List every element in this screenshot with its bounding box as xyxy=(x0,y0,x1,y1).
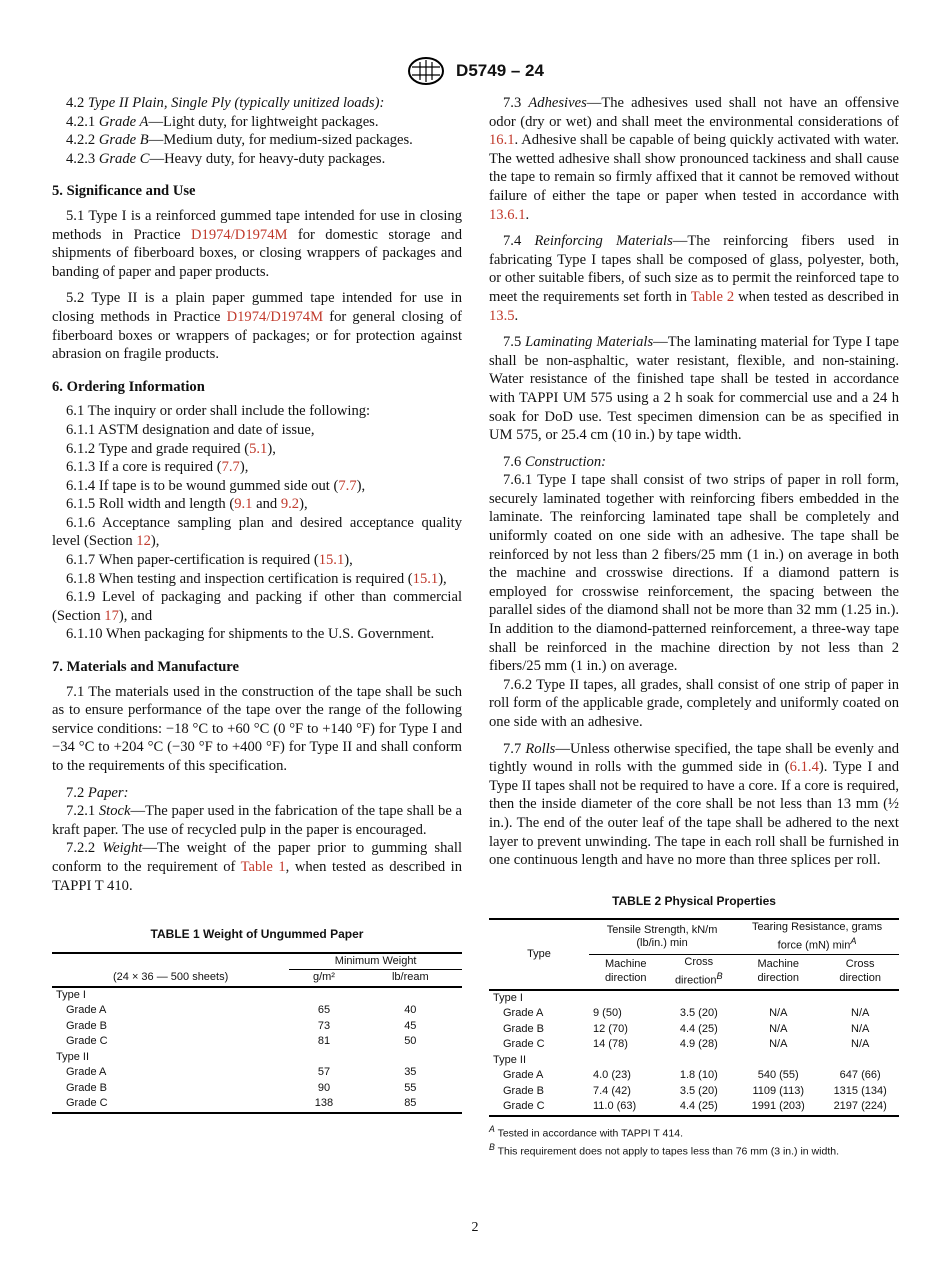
table-cell: N/A xyxy=(851,1038,870,1051)
table-cell: Type II xyxy=(493,1053,527,1066)
table-row xyxy=(52,1096,462,1113)
table-cell: Grade C xyxy=(489,1099,589,1116)
left-column xyxy=(52,94,462,1114)
table-cell: 4.9 (28) xyxy=(679,1038,718,1051)
table-cell: Grade C xyxy=(503,1038,545,1051)
link-7-7[interactable]: 7.7 xyxy=(221,459,240,476)
para-6-1-7: 6.1.7 When paper-certification is required (15.1), xyxy=(66,552,353,569)
para-6-1-8: 6.1.8 When testing and inspection certification is required (15.1), xyxy=(66,570,447,587)
section-4-2-1: 4.2.1 Grade A—Light duty, for lightweight packages. xyxy=(66,113,379,130)
table-1-col-header: lb/ream xyxy=(359,970,462,987)
table-cell: 55 xyxy=(404,1081,417,1094)
table-cell: 1109 (113) xyxy=(752,1084,805,1097)
heading-section-7: 7. Materials and Manufacture xyxy=(52,659,239,676)
section-4-2: 4.2 Type II Plain, Single Ply (typically unitized loads): xyxy=(66,95,385,111)
section-4-2-3: 4.2.3 Grade C—Heavy duty, for heavy-duty packages. xyxy=(66,150,386,167)
para-6-1-2: 6.1.2 Type and grade required (5.1), xyxy=(66,440,276,457)
table-cell: 57 xyxy=(317,1066,331,1079)
link-table-2[interactable]: Table 2 xyxy=(690,288,735,305)
table-cell: Type II xyxy=(56,1050,90,1063)
table-cell: Grade B xyxy=(503,1084,544,1097)
table-2-group-tearing: Tearing Resistance, grams force (mN) $\min^A$ xyxy=(735,919,899,954)
link-13-5[interactable]: 13.5 xyxy=(489,307,515,324)
table-row xyxy=(52,987,462,1004)
table-cell: Grade A xyxy=(503,1007,544,1020)
table-2-body xyxy=(489,990,899,1116)
table-1 xyxy=(52,952,462,1114)
table-cell xyxy=(359,1050,462,1066)
table-2-sub-header: Machine direction xyxy=(735,955,821,990)
para-6-1-4: 6.1.4 If tape is to be wound gummed side out (7.7), xyxy=(66,477,366,494)
link-d1974[interactable]: D1974/D1974M xyxy=(226,308,324,325)
table-cell xyxy=(821,1053,899,1069)
table-2-footnote-a: $^A$ Tested in accordance with TAPPI T 414. xyxy=(489,1123,683,1140)
astm-logo-icon xyxy=(406,56,446,86)
table-row xyxy=(489,1068,899,1084)
table-cell: N/A xyxy=(851,1022,870,1035)
table-cell: 4.4 (25) xyxy=(679,1022,718,1035)
link-table-1[interactable]: Table 1 xyxy=(240,858,286,875)
table-cell: 1991 (203) xyxy=(735,1099,821,1116)
para-6-1: 6.1 The inquiry or order shall include the following: xyxy=(66,403,371,420)
table-1-col-header: g/m² xyxy=(289,970,358,987)
page-number: 2 xyxy=(471,1220,479,1235)
table-cell xyxy=(735,990,821,1007)
table-row xyxy=(489,1084,899,1100)
table-cell: 138 xyxy=(289,1096,358,1113)
link-6-1-4[interactable]: 6.1.4 xyxy=(789,759,819,776)
table-row xyxy=(52,1065,462,1081)
para-7-6-2: 7.6.2 Type II tapes, all grades, shall consist of one strip of paper in roll form of the applicable grade, completely and uniformly coated on one side with an adhesive. xyxy=(489,676,899,730)
table-1-title: TABLE 1 Weight of Ungummed Paper xyxy=(150,927,364,942)
table-2-sub-header: Cross direction xyxy=(821,955,899,990)
table-cell xyxy=(821,990,899,1007)
table-cell: 35 xyxy=(404,1066,417,1079)
link-15-1[interactable]: 15.1 xyxy=(412,570,439,587)
link-13-6-1[interactable]: 13.6.1 xyxy=(489,206,526,223)
heading-section-5: 5. Significance and Use xyxy=(52,183,196,200)
para-7-1: 7.1 The materials used in the construction of the tape shall be such as to ensure performance of the tape over the range of the following service conditions: −18 °C to +60 °C (0 °F to +140 °F) for Type I and −34 °C to +204 °C (−30 °F to +400 °F) for Type II and shall conform to the requirements of this specification. xyxy=(52,683,462,774)
para-6-1-9: 6.1.9 Level of packaging and packing if other than commercial (Section 17), and xyxy=(52,589,462,624)
table-2-col-type: Type xyxy=(489,919,589,989)
para-6-1-5: 6.1.5 Roll width and length (9.1 and 9.2), xyxy=(66,496,308,513)
table-cell xyxy=(289,1050,358,1066)
table-row xyxy=(52,1019,462,1035)
table-cell: Grade A xyxy=(66,1004,107,1017)
table-cell xyxy=(662,990,735,1007)
table-cell: 3.5 (20) xyxy=(679,1084,718,1097)
link-16-1[interactable]: 16.1 xyxy=(489,132,515,149)
table-cell: 65 xyxy=(317,1004,331,1017)
para-6-1-3: 6.1.3 If a core is required (7.7), xyxy=(66,459,249,476)
table-cell: 9 (50) xyxy=(593,1007,622,1020)
table-row xyxy=(489,1006,899,1022)
table-2-sub-header: Machine direction xyxy=(589,955,662,990)
table-cell: 81 xyxy=(317,1035,331,1048)
para-7-3: 7.3 Adhesives—The adhesives used shall not have an offensive odor (dry or wet) and shall meet the environmental considerations of 16.1. Adhesive shall be capable of being quickly activated with water. The wetted adhesive shall show pronounced tackiness and shall cause the tape to remain so firmly affixed that it cannot be removed without failure of either the tape or paper when tested in accordance with 13.6.1. xyxy=(489,95,899,223)
link-9-2[interactable]: 9.2 xyxy=(280,496,300,513)
table-cell: Grade A xyxy=(503,1069,544,1082)
para-7-7: 7.7 Rolls—Unless otherwise specified, the tape shall be evenly and tightly wound in rolls with the gummed side in (6.1.4). Type I and Type II tapes shall not be required to have a core. If a core is required, then the inside diameter of the core shall be not less than 13 mm (½ in.). The end of the outer leaf of the tape shall be adhered to the next layer to prevent unwinding. The tape in each roll shall be furnished in one continuous length and have no more than three splices per roll. xyxy=(489,740,899,869)
table-2-title: TABLE 2 Physical Properties xyxy=(612,893,776,908)
table-2-group-tensile: Tensile Strength, kN/m (lb/in.) min xyxy=(589,919,735,954)
table-cell: 3.5 (20) xyxy=(679,1007,718,1020)
table-cell: 85 xyxy=(359,1096,462,1113)
table-row xyxy=(489,1022,899,1038)
para-6-1-6: 6.1.6 Acceptance sampling plan and desired acceptance quality level (Section 12), xyxy=(52,514,462,550)
table-cell: Grade C xyxy=(66,1035,108,1048)
table-row xyxy=(52,1003,462,1019)
table-cell: 1315 (134) xyxy=(833,1084,887,1097)
table-cell: Grade C xyxy=(52,1096,289,1113)
para-7-2: 7.2 Paper: xyxy=(66,784,129,801)
table-cell: 4.4 (25) xyxy=(662,1099,735,1116)
table-cell: Grade B xyxy=(66,1081,107,1094)
table-cell: N/A xyxy=(769,1038,788,1051)
table-row xyxy=(489,1037,899,1053)
table-cell: N/A xyxy=(769,1007,788,1020)
link-5-1[interactable]: 5.1 xyxy=(249,440,268,457)
table-cell: Type I xyxy=(493,991,523,1004)
table-cell: 1.8 (10) xyxy=(679,1069,718,1082)
table-cell: 7.4 (42) xyxy=(593,1084,631,1097)
table-cell: Grade A xyxy=(66,1066,107,1079)
document-code: D5749 – 24 xyxy=(456,61,544,80)
table-2-footnote-b: $^B$ This requirement does not apply to tapes less than 76 mm (3 in.) in width. xyxy=(489,1142,839,1158)
right-column xyxy=(489,94,899,1159)
link-15-1[interactable]: 15.1 xyxy=(318,552,345,569)
link-d1974[interactable]: D1974/D1974M xyxy=(191,226,288,243)
para-5-2: 5.2 Type II is a plain paper gummed tape intended for use in closing methods in Practice D1974/D1974M for general closing of fiberboard boxes or wrappers of packages; or for protection against abrasion on fragile products. xyxy=(52,290,462,363)
table-cell: 90 xyxy=(317,1081,331,1094)
para-7-5: 7.5 Laminating Materials—The laminating material for Type I tape shall be non-asphaltic, water resistant, flexible, and non-staining. Water resistance of the finished tape shall be tested in accordance with TAPPI UM 575 using a 2 h soak for commercial use and a 24 h soak for DoD use. Test specimen dimension can be as specified in UM 575, or 25.4 cm (10 in.) by tape width. xyxy=(489,334,900,444)
para-7-4: 7.4 Reinforcing Materials—The reinforcing fibers used in fabricating Type I tapes shall be composed of glass, polyester, both, or other suitable fibers, of such size as to permit the reinforced tape to meet the requirements set forth in Table 2 when tested as described in 13.5. xyxy=(489,233,899,324)
table-row xyxy=(52,1050,462,1066)
table-cell: 45 xyxy=(404,1019,417,1032)
table-cell xyxy=(662,1053,735,1069)
table-row xyxy=(489,990,899,1007)
table-cell: 540 (55) xyxy=(757,1069,799,1082)
table-2-block xyxy=(489,892,899,1159)
table-1-span-header: Minimum Weight xyxy=(289,953,462,970)
table-cell: 40 xyxy=(404,1004,417,1017)
table-1-block xyxy=(52,925,462,1114)
link-12[interactable]: 12 xyxy=(136,533,151,550)
para-6-1-1: 6.1.1 ASTM designation and date of issue, xyxy=(66,421,315,438)
para-5-1: 5.1 Type I is a reinforced gummed tape intended for use in closing methods in Practice D1974/D1974M for domestic storage and shipments of fiberboard boxes, or closing wrappers of packages and banding of paper and paper products. xyxy=(52,207,462,280)
table-cell xyxy=(589,1053,662,1069)
table-row xyxy=(489,1099,899,1116)
table-row xyxy=(52,1081,462,1097)
table-row xyxy=(489,1053,899,1069)
table-cell: N/A xyxy=(851,1007,870,1020)
table-cell: Grade B xyxy=(503,1022,544,1035)
table-cell xyxy=(735,1053,821,1069)
heading-section-6: 6. Ordering Information xyxy=(52,378,205,395)
table-2 xyxy=(489,918,899,1116)
table-cell xyxy=(589,990,662,1007)
table-cell: Grade B xyxy=(66,1019,107,1032)
table-2-sub-header: Cross direction$^B$ xyxy=(662,955,735,990)
table-cell: 73 xyxy=(317,1019,331,1032)
table-cell: N/A xyxy=(769,1022,788,1035)
table-row xyxy=(52,1034,462,1050)
para-7-2-1: 7.2.1 Stock—The paper used in the fabrication of the tape shall be a kraft paper. The use of recycled pulp in the paper is encouraged. xyxy=(52,803,462,838)
para-7-6: 7.6 Construction: xyxy=(503,453,606,470)
table-cell: 2197 (224) xyxy=(821,1099,899,1116)
table-cell: 11.0 (63) xyxy=(589,1099,662,1116)
table-1-body xyxy=(52,987,462,1113)
table-1-empty-cell xyxy=(52,953,289,970)
table-cell: 4.0 (23) xyxy=(593,1069,631,1082)
table-cell: 14 (78) xyxy=(593,1038,628,1051)
link-9-1[interactable]: 9.1 xyxy=(234,496,253,513)
table-cell: 50 xyxy=(404,1035,417,1048)
page-header xyxy=(0,56,950,86)
table-cell: 12 (70) xyxy=(593,1022,628,1035)
section-4-2-2: 4.2.2 Grade B—Medium duty, for medium-sized packages. xyxy=(66,132,413,149)
para-6-1-10: 6.1.10 When packaging for shipments to the U.S. Government. xyxy=(66,626,435,643)
table-cell: Type I xyxy=(56,988,86,1001)
table-cell: 647 (66) xyxy=(839,1069,881,1082)
para-7-6-1: 7.6.1 Type I tape shall consist of two strips of paper in roll form, securely laminated together with reinforcing fibers embedded in the laminate. The reinforcing laminated tape shall be completely and uniformly coated on one side with an adhesive. The tape shall be reinforced by not less than 2 fibers/25 mm (1 in.) on average in both the machine and crosswise directions. If a diamond pattern is employed for crosswise reinforcement, the spacing between the parallel sides of the diamond shall not be more than 32 mm (1.25 in.). In addition to the diamond-patterned reinforcement, a three-way tape shall be reinforced in the machine direction by not less than 2 fibers/25 mm (1 in.) on average. xyxy=(489,472,899,675)
link-7-7[interactable]: 7.7 xyxy=(338,477,357,494)
table-1-col-header: (24 × 36 — 500 sheets) xyxy=(52,970,289,987)
table-cell xyxy=(359,987,462,1004)
para-7-2-2: 7.2.2 Weight—The weight of the paper prior to gumming shall conform to the requirement of Table 1, when tested as described in TAPPI T 410. xyxy=(52,840,463,894)
table-cell xyxy=(289,987,358,1004)
link-17[interactable]: 17 xyxy=(104,607,119,624)
